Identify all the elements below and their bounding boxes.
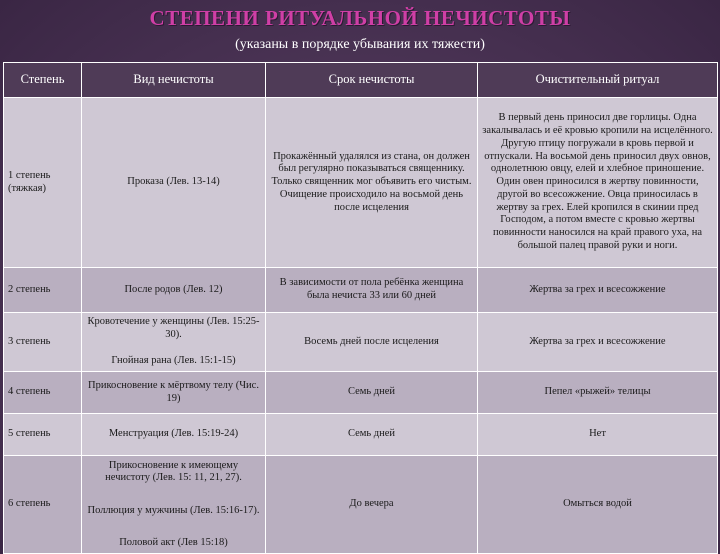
cell-kind: Проказа (Лев. 13-14) [82,98,266,268]
header-ritual: Очистительный ритуал [478,63,718,98]
kind-line: Поллюция у мужчины (Лев. 15:16-17). [87,504,260,516]
cell-degree: 4 степень [4,372,82,414]
cell-term: Восемь дней после исцеления [266,313,478,372]
header-term: Срок нечистоты [266,63,478,98]
cell-term: До вечера [266,456,478,554]
cell-term: Прокажённый удалялся из стана, он должен был регулярно показываться священнику. Только священник мог объявить его чистым. Очищение происходило на восьмой день после исцеления [266,98,478,268]
cell-degree: 5 степень [4,414,82,456]
table-row [4,414,718,456]
cell-degree: 2 степень [4,268,82,313]
cell-ritual: Жертва за грех и всесожжение [478,313,718,372]
table-row [4,456,718,554]
cell-ritual: Жертва за грех и всесожжение [478,268,718,313]
cell-term: Семь дней [266,414,478,456]
cell-ritual: Пепел «рыжей» телицы [478,372,718,414]
header-kind: Вид нечистоты [82,63,266,98]
cell-kind: После родов (Лев. 12) [82,268,266,313]
cell-degree: 3 степень [4,313,82,372]
cell-degree: 1 степень (тяжкая) [4,98,82,268]
header-degree: Степень [4,63,82,98]
page-title: СТЕПЕНИ РИТУАЛЬНОЙ НЕЧИСТОТЫ [149,6,571,30]
kind-line: Половой акт (Лев 15:18) [119,536,228,548]
cell-kind [82,313,266,372]
kind-line: Гнойная рана (Лев. 15:1-15) [111,355,236,367]
table-header-row [4,63,718,98]
cell-ritual: Омыться водой [478,456,718,554]
table-row [4,98,718,268]
cell-kind: Прикосновение к мёртвому телу (Чис. 19) [82,372,266,414]
table-row [4,268,718,313]
kind-line: Прикосновение к имеющему нечистоту (Лев. 15: 11, 21, 27). [105,459,242,484]
table-row [4,372,718,414]
cell-ritual: Нет [478,414,718,456]
kind-line: Кровотечение у женщины (Лев. 15:25-30). [87,316,260,340]
page-subtitle: (указаны в порядке убывания их тяжести) [235,37,485,52]
cell-term: Семь дней [266,372,478,414]
table-row [4,313,718,372]
cell-kind: Менструация (Лев. 15:19-24) [82,414,266,456]
impurity-table [3,62,718,554]
cell-ritual: В первый день приносил две горлицы. Одна закалывалась и её кровью кропили на исцелённого. Другую птицу погружали в кровь первой и отпускали. На восьмой день приносил двух овнов, однолетнюю овцу, елей и хлебное приношение. Один овен приносился в жертву повинности, другой во всесожжение. Овца приносилась в жертву за грех. Елей кропился в скинии пред Господом, а потом вместе с кровью жертвы повинности наносился на край правого уха, на большой палец правой руки и ноги. [478,98,718,268]
cell-kind [82,456,266,554]
cell-degree: 6 степень [4,456,82,554]
cell-term: В зависимости от пола ребёнка женщина была нечиста 33 или 60 дней [266,268,478,313]
